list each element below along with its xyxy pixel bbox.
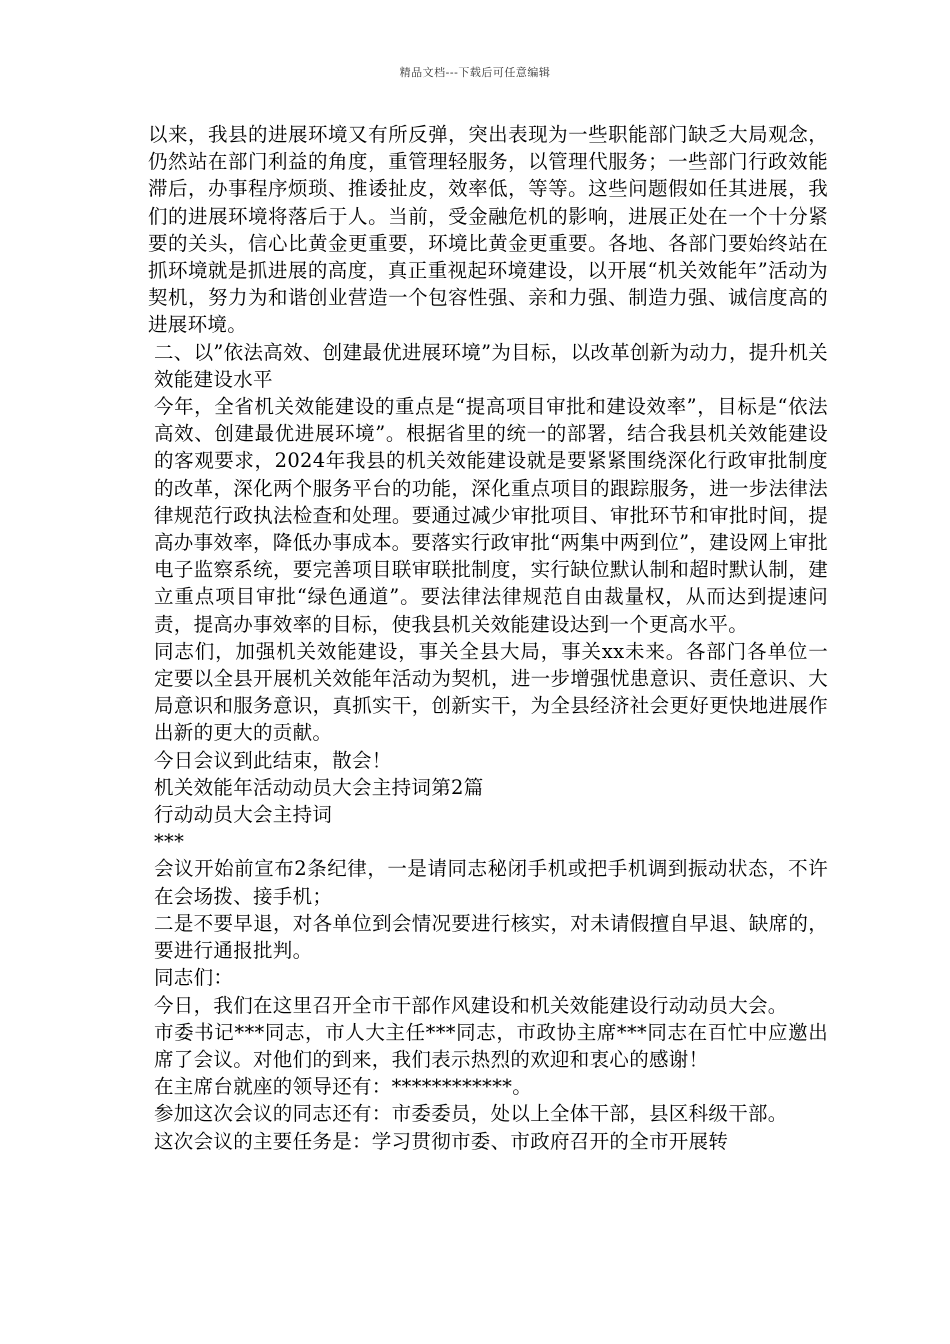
paragraph-4: 同志们，加强机关效能建设，事关全县大局，事关xx未来。各部门各单位一定要以全县开展机关效能年活动为契机，进一步增强忧患意识、责任意识、大局意识和服务意识，真抓实干，创新实干，为全县经济社会更好更快地进展作出新的更大的贡献。 <box>154 639 828 745</box>
salutation: 同志们： <box>154 966 234 990</box>
paragraph-5: 今日会议到此结束，散会！ <box>154 748 392 772</box>
author-placeholder: *** <box>154 830 185 854</box>
paragraph-discipline-1: 会议开始前宣布2条纪律，一是请同志秘闭手机或把手机调到振动状态，不许在会场拨、接手机； <box>154 857 828 908</box>
page-header: 精品文档---下载后可任意编辑 <box>399 66 551 79</box>
paragraph-opening: 今日，我们在这里召开全市干部作风建设和机关效能建设行动动员大会。 <box>154 993 788 1017</box>
paragraph-welcome: 市委书记***同志，市人大主任***同志，市政协主席***同志在百忙中应邀出席了会议。对他们的到来，我们表示热烈的欢迎和衷心的感谢！ <box>154 1020 828 1071</box>
paragraph-1: 以来，我县的进展环境又有所反弹，突出表现为一些职能部门缺乏大局观念，仍然站在部门利益的角度，重管理轻服务，以管理代服务；一些部门行政效能滞后，办事程序烦琐、推诿扯皮，效率低，等等。这些问题假如任其进展，我们的进展环境将落后于人。当前，受金融危机的影响，进展正处在一个十分紧要的关头，信心比黄金更重要，环境比黄金更重要。各地、各部门要始终站在抓环境就是抓进展的高度，真正重视起环境建设，以开展“机关效能年”活动为契机，努力为和谐创业营造一个包容性强、亲和力强、制造力强、诚信度高的进展环境。 <box>148 123 828 337</box>
document-body <box>148 121 828 1155</box>
section-title: 机关效能年活动动员大会主持词第2篇 <box>154 775 484 799</box>
paragraph-2-heading: 二、以”依法高效、创建最优进展环境”为目标，以改革创新为动力，提升机关效能建设水平 <box>154 340 828 391</box>
paragraph-3: 今年，全省机关效能建设的重点是“提高项目审批和建设效率”，目标是“依法高效、创建最优进展环境”。根据省里的统一的部署，结合我县机关效能建设的客观要求，2024年我县的机关效能建设就是要紧紧围绕深化行政审批制度的改革，深化两个服务平台的功能，深化重点项目的跟踪服务，进一步法律法律规范行政执法检查和处理。要通过减少审批项目、审批环节和审批时间，提高办事效率，降低办事成本。要落实行政审批“两集中两到位”，建设网上审批电子监察系统，要完善项目联审联批制度，实行缺位默认制和超时默认制，建立重点项目审批“绿色通道”。要法律法律规范自由裁量权，从而达到提速问责，提高办事效率的目标，使我县机关效能建设达到一个更高水平。 <box>154 395 828 636</box>
paragraph-discipline-2: 二是不要早退，对各单位到会情况要进行核实，对未请假擅自早退、缺席的，要进行通报批判。 <box>154 911 828 963</box>
section-subtitle: 行动动员大会主持词 <box>154 803 333 827</box>
paragraph-leaders: 在主席台就座的领导还有：************。 <box>154 1075 532 1099</box>
paragraph-task: 这次会议的主要任务是：学习贯彻市委、市政府召开的全市开展转 <box>154 1129 729 1153</box>
paragraph-attendees: 参加这次会议的同志还有：市委委员，处以上全体干部，县区科级干部。 <box>154 1102 788 1126</box>
